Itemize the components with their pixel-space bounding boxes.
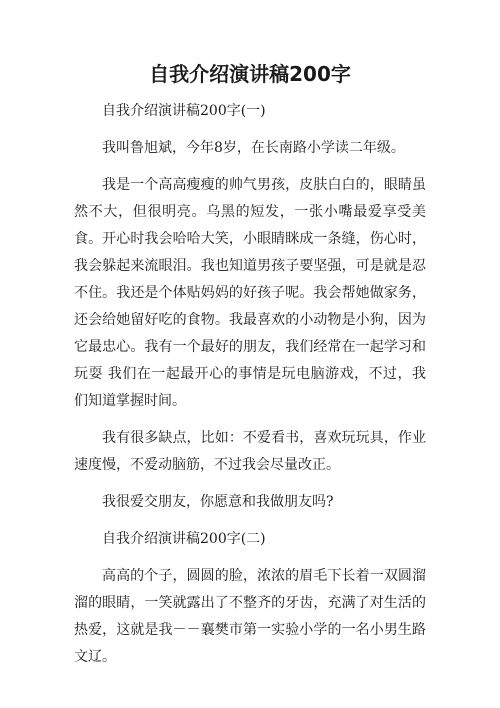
paragraph: 我是一个高高瘦瘦的帅气男孩，皮肤白白的，眼睛虽然不大，但很明亮。乌黑的短发，一张小嘴最爱享受美食。开心时我会哈哈大笑，小眼睛眯成一条缝，伤心时，我会躲起来流眼泪。我也知道男孩子要坚强，可是就是忍不住。我还是个体贴妈妈的好孩子呢。我会帮她做家务，还会给她留好吃的食物。我最喜欢的小动物是小狗，因为它最忠心。我有一个最好的朋友，我们经常在一起学习和玩耍 我们在一起最开心的事情是玩电脑游戏，不过，我们知道掌握时间。 xyxy=(74,177,426,409)
section-heading-1: 自我介绍演讲稿200字(一) xyxy=(102,103,266,119)
paragraph: 高高的个子，圆圆的脸，浓浓的眉毛下长着一双圆溜溜的眼睛，一笑就露出了不整齐的牙齿，充满了对生活的热爱，这就是我－－襄樊市第一实验小学的一名小男生路文辽。 xyxy=(74,568,426,665)
page-title: 自我介绍演讲稿200字 xyxy=(149,62,351,86)
paragraph: 我很爱交朋友，你愿意和我做朋友吗? xyxy=(102,494,334,510)
document-body xyxy=(74,98,426,681)
paragraph: 我有很多缺点，比如：不爱看书，喜欢玩玩具，作业速度慢，不爱动脑筋，不过我会尽量改正。 xyxy=(74,430,426,473)
section-heading-2: 自我介绍演讲稿200字(二) xyxy=(102,531,266,547)
paragraph: 我叫鲁旭斌，今年8岁，在长南路小学读二年级。 xyxy=(102,140,405,156)
